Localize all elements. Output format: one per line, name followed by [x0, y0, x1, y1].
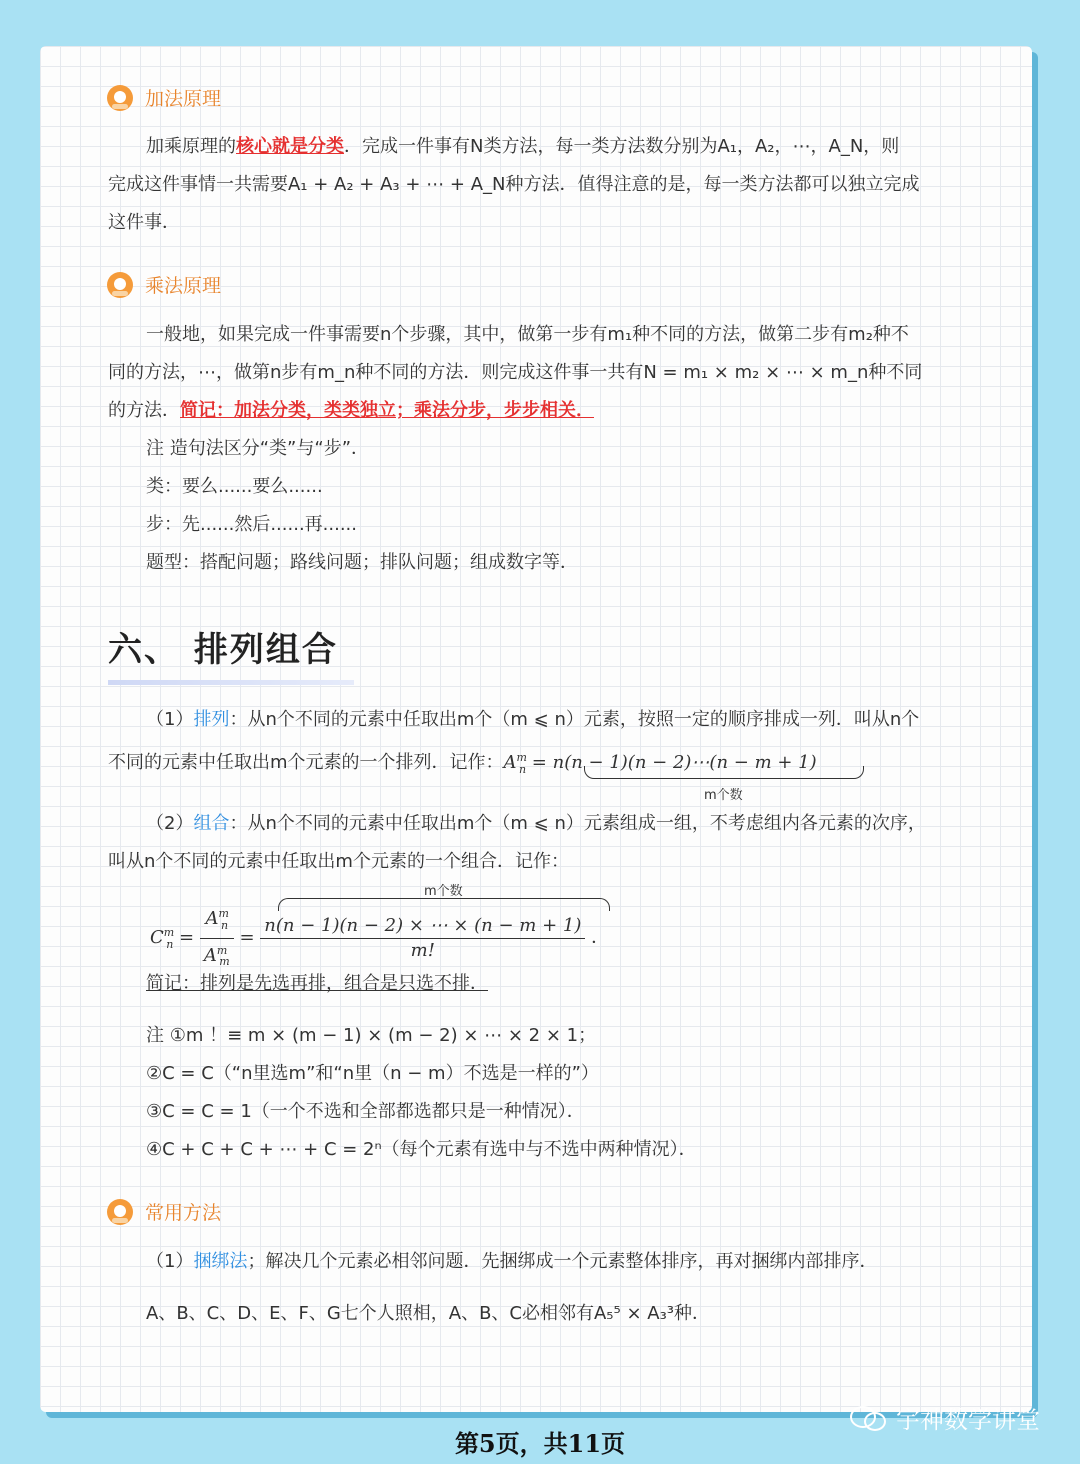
addition-paragraph — [108, 128, 970, 242]
lightbulb-icon — [107, 1199, 133, 1225]
watermark — [850, 1400, 1040, 1435]
note-sum: ④C + C + C + ⋯ + C = 2ⁿ（每个元素有选中与不选中两种情况）． — [146, 1139, 697, 1160]
text-line: 一般地，如果完成一件事需要n个步骤，其中，做第一步有m₁种不同的方法，做第二步有m₂种不 — [146, 324, 909, 345]
perm-line-1: （1）排列：从n个不同的元素中任取出m个（m ⩽ n）元素，按照一定的顺序排成一列．叫从n个 — [146, 709, 920, 730]
text-line: 同的方法，⋯，做第n步有m_n种不同的方法．则完成这件事一共有N = m₁ × m₂ × ⋯ × m_n种不同 — [108, 362, 923, 383]
text-line: 的方法．简记：加法分类，类类独立；乘法分步，步步相关． — [108, 400, 594, 421]
section-heading-methods — [108, 1198, 221, 1225]
highlight-core: 核心就是分类 — [236, 136, 344, 157]
text-line: 加乘原理的核心就是分类．完成一件事有N类方法，每一类方法数分别为A₁，A₂，⋯，A_N，则 — [146, 136, 900, 157]
section-title: 常用方法 — [145, 1202, 222, 1224]
page-footer: 第5页，共11页 — [454, 1429, 626, 1458]
comb-line-1: （2）组合：从n个不同的元素中任取出m个（m ⩽ n）元素组成一组，不考虑组内各元素的次序， — [146, 813, 926, 834]
brace-label: m个数 — [424, 884, 463, 899]
comb-summary: 简记：排列是先选再排，组合是只选不排． — [146, 973, 488, 994]
lightbulb-icon — [107, 85, 133, 111]
lightbulb-icon — [107, 272, 133, 298]
brace-label: m个数 — [704, 788, 743, 803]
wechat-icon — [850, 1404, 888, 1432]
page-paper — [40, 46, 1032, 1412]
method-example: A、B、C、D、E、F、G七个人照相，A、B、C必相邻有A₅⁵ × A₃³种． — [146, 1303, 711, 1324]
term-permutation: 排列 — [193, 709, 230, 730]
watermark-text: 宇神数学讲堂 — [896, 1406, 1040, 1434]
chapter-title: 六、 排列组合 — [108, 630, 338, 670]
term-combination: 组合 — [193, 813, 230, 834]
note-factorial: 注 ①m ！≡ m × (m − 1) × (m − 2) × ⋯ × 2 × 1； — [146, 1025, 597, 1046]
term-binding: 捆绑法 — [193, 1251, 248, 1272]
section-heading-addition — [108, 84, 221, 111]
comb-formula: $C^m_n$ = $\frac{A^m_n}{A^m_m}$ = $\frac{n(n - 1)(n - 2) \times \cdots \times (n - m + 1)}{m!}$ ． — [150, 902, 609, 974]
highlight-summary: 简记：加法分类，类类独立；乘法分步，步步相关． — [180, 400, 594, 421]
multiplication-paragraph — [108, 316, 970, 582]
section-title: 加法原理 — [145, 88, 222, 110]
note-line: 题型：搭配问题；路线问题；排队问题；组成数字等． — [146, 552, 578, 573]
note-line: 类：要么......要么...... — [146, 476, 323, 497]
section-heading-multiplication — [108, 271, 221, 298]
note-line: 注 造句法区分“类”与“步”． — [146, 438, 370, 459]
perm-formula: $A^m_n = n(n - 1)(n$ − 2)⋯(n − m + 1) — [503, 751, 817, 776]
note-edge-cases: ③C = C = 1（一个不选和全部都选都只是一种情况）． — [146, 1101, 585, 1122]
note-line: 步：先......然后......再...... — [146, 514, 357, 535]
text-line: 这件事． — [108, 212, 180, 233]
title-underline — [108, 680, 354, 685]
method-line-1: （1）捆绑法；解决几个元素必相邻问题．先捆绑成一个元素整体排序，再对捆绑内部排序． — [146, 1251, 878, 1272]
note-symmetry: ②C = C（“n里选m”和“n里（n − m）不选是一样的”） — [146, 1063, 599, 1084]
text-line: 完成这件事情一共需要A₁ + A₂ + A₃ + ⋯ + A_N种方法．值得注意的是，每一类方法都可以独立完成 — [108, 174, 920, 195]
comb-line-2: 叫从n个不同的元素中任取出m个元素的一个组合．记作： — [108, 851, 569, 872]
underbrace — [584, 766, 864, 779]
section-title: 乘法原理 — [145, 275, 222, 297]
perm-line-2: 不同的元素中任取出m个元素的一个排列．记作：$A^m_n = n(n - 1)(n$ − 2)⋯(n − m + 1) — [108, 751, 817, 776]
